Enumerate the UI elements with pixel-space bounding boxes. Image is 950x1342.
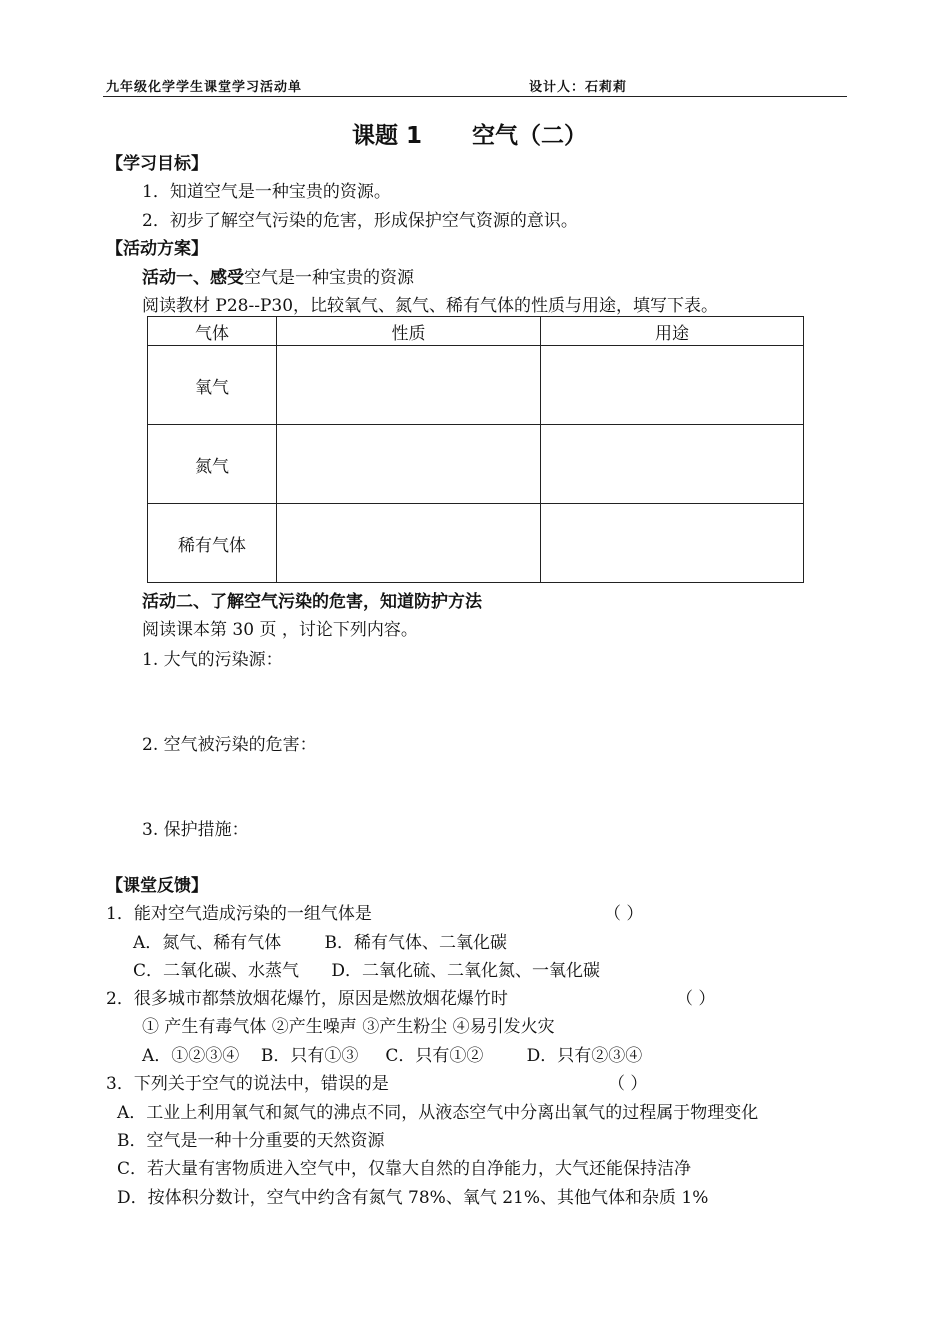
table-cell-use[interactable] bbox=[541, 425, 804, 504]
table-header-cell: 用途 bbox=[541, 317, 804, 346]
question-stem: 1．能对空气造成污染的一组气体是 bbox=[106, 904, 372, 924]
table-row bbox=[148, 346, 804, 425]
question-options: C．若大量有害物质进入空气中，仅靠大自然的自净能力，大气还能保持洁净 bbox=[117, 1159, 692, 1179]
question-stem: 2．很多城市都禁放烟花爆竹，原因是燃放烟花爆竹时 bbox=[106, 989, 508, 1009]
table-cell-property[interactable] bbox=[277, 504, 541, 583]
table-cell-property[interactable] bbox=[277, 346, 541, 425]
activity2-item: 2. 空气被污染的危害： bbox=[142, 735, 317, 755]
table-row bbox=[148, 425, 804, 504]
table-cell-property[interactable] bbox=[277, 425, 541, 504]
activity2-item: 3. 保护措施： bbox=[142, 820, 249, 840]
question-options: C．二氧化碳、水蒸气 D．二氧化硫、二氧化氮、一氧化碳 bbox=[133, 961, 601, 981]
table-header-cell: 性质 bbox=[277, 317, 541, 346]
question-options: ① 产生有毒气体 ②产生噪声 ③产生粉尘 ④易引发火灾 bbox=[142, 1017, 555, 1037]
gas-table bbox=[147, 316, 804, 583]
answer-paren[interactable]: （ ） bbox=[676, 989, 716, 1009]
activity1-title-rest: 空气是一种宝贵的资源 bbox=[244, 268, 414, 288]
activity2-instruction: 阅读课本第 30 页 ，讨论下列内容。 bbox=[142, 620, 418, 640]
table-cell-use[interactable] bbox=[541, 346, 804, 425]
question-options: B．空气是一种十分重要的天然资源 bbox=[117, 1131, 385, 1151]
goals-heading: 【学习目标】 bbox=[106, 154, 208, 174]
activity2-title: 活动二、了解空气污染的危害，知道防护方法 bbox=[142, 592, 482, 612]
goal-item: 1．知道空气是一种宝贵的资源。 bbox=[142, 182, 391, 202]
feedback-heading: 【课堂反馈】 bbox=[106, 876, 208, 896]
table-cell-gas: 氧气 bbox=[148, 346, 277, 425]
question-options: A．工业上利用氧气和氮气的沸点不同，从液态空气中分离出氧气的过程属于物理变化 bbox=[117, 1103, 759, 1123]
table-row bbox=[148, 504, 804, 583]
question-options: A．①②③④ B．只有①③ C．只有①② D．只有②③④ bbox=[142, 1046, 643, 1066]
question-stem: 3．下列关于空气的说法中，错误的是 bbox=[106, 1074, 389, 1094]
header-left: 九年级化学学生课堂学习活动单 bbox=[106, 80, 303, 95]
activity2-item: 1. 大气的污染源： bbox=[142, 650, 283, 670]
answer-paren[interactable]: （ ） bbox=[604, 904, 644, 924]
header-rule bbox=[103, 96, 847, 97]
table-cell-use[interactable] bbox=[541, 504, 804, 583]
goal-item: 2．初步了解空气污染的危害，形成保护空气资源的意识。 bbox=[142, 211, 578, 231]
table-header-row bbox=[148, 317, 804, 346]
header-right: 设计人：石莉莉 bbox=[529, 80, 628, 95]
question-options: D．按体积分数计，空气中约含有氮气 78%、氧气 21%、其他气体和杂质 1% bbox=[117, 1188, 709, 1208]
activity1-instruction: 阅读教材 P28--P30，比较氧气、氮气、稀有气体的性质与用途，填写下表。 bbox=[142, 296, 719, 316]
page-title-right: 空气（二） bbox=[472, 123, 587, 149]
page-title-left: 课题 1 bbox=[352, 123, 423, 149]
plan-heading: 【活动方案】 bbox=[106, 239, 208, 259]
answer-paren[interactable]: （ ） bbox=[608, 1074, 648, 1094]
activity1-title-bold: 活动一、感受 bbox=[142, 268, 244, 288]
activity1-title bbox=[142, 263, 414, 288]
table-header-cell: 气体 bbox=[148, 317, 277, 346]
table-cell-gas: 氮气 bbox=[148, 425, 277, 504]
table-cell-gas: 稀有气体 bbox=[148, 504, 277, 583]
question-options: A．氮气、稀有气体 B．稀有气体、二氧化碳 bbox=[133, 933, 507, 953]
